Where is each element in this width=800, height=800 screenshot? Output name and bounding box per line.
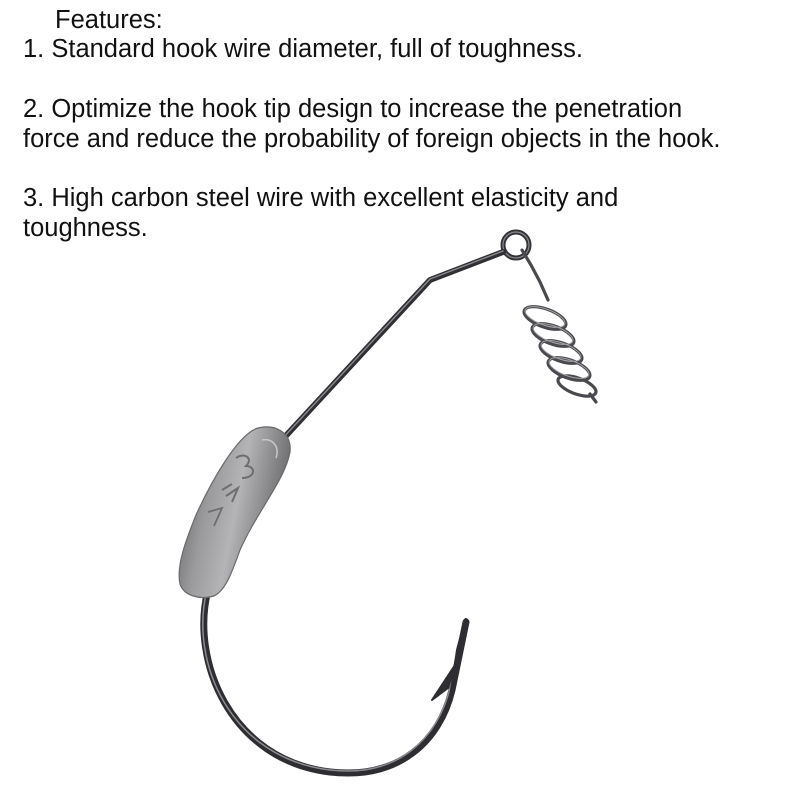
feature-item-3-line-1: 3. High carbon steel wire with excellent elasticity and	[23, 184, 619, 212]
hook-bend	[203, 590, 466, 773]
features-heading: Features:	[55, 6, 163, 34]
feature-item-3-line-2: toughness.	[23, 214, 148, 242]
feature-item-2-line-2: force and reduce the probability of foreign objects in the hook.	[23, 125, 721, 153]
hook-shank	[282, 251, 503, 440]
lead-weight	[179, 427, 290, 598]
feature-item-1: 1. Standard hook wire diameter, full of toughness.	[23, 35, 583, 63]
feature-item-2-line-1: 2. Optimize the hook tip design to increase the penetration	[23, 95, 683, 123]
screw-lock-spring	[521, 250, 598, 402]
